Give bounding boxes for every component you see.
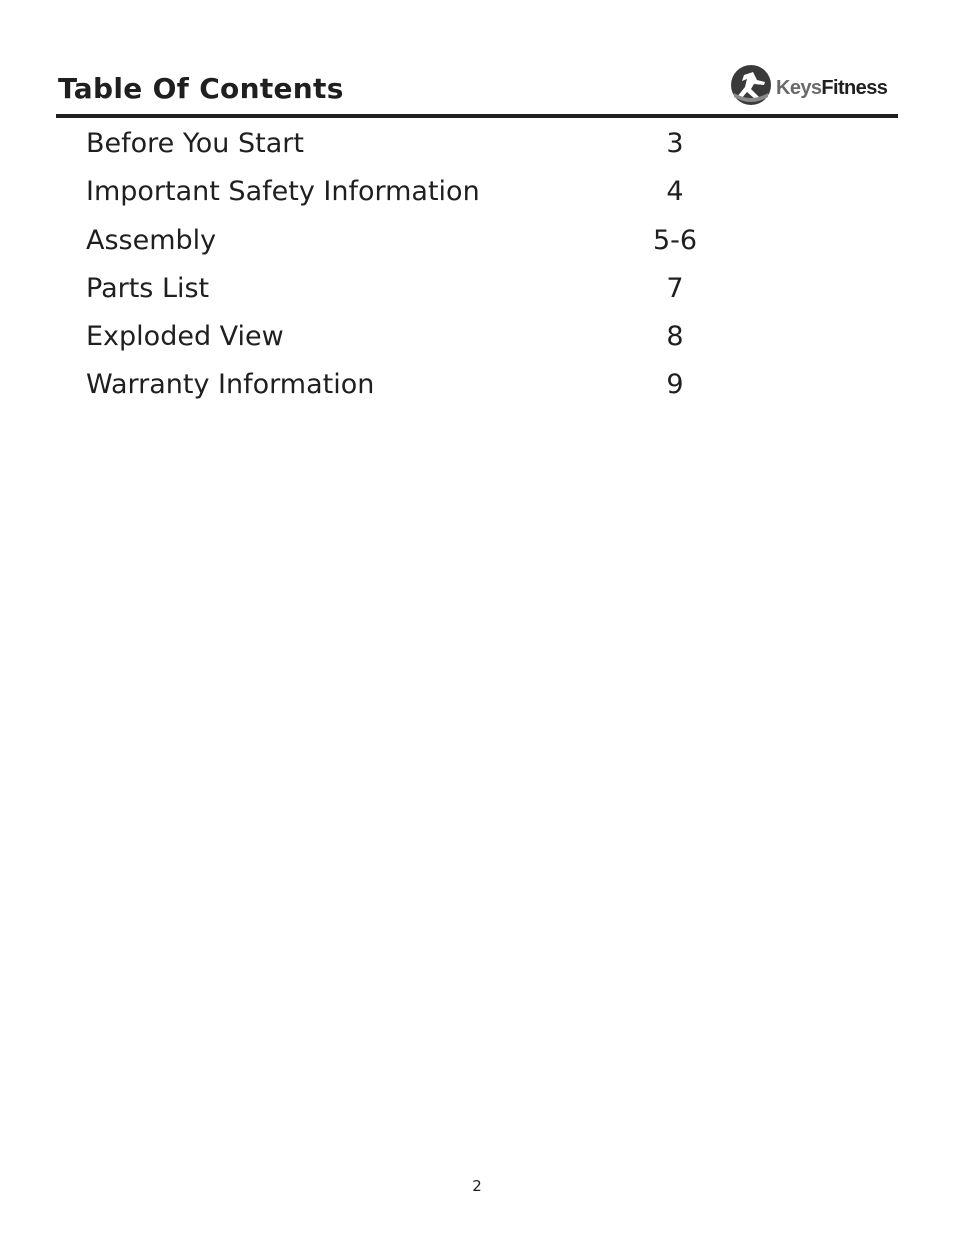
toc-entry-label: Assembly bbox=[86, 224, 217, 256]
keys-fitness-logo bbox=[730, 63, 900, 107]
toc-entry bbox=[86, 367, 726, 415]
toc-entry-label: Warranty Information bbox=[86, 369, 375, 401]
table-of-contents-list bbox=[86, 126, 726, 416]
header-divider bbox=[56, 114, 898, 118]
toc-entry bbox=[86, 174, 726, 222]
toc-entry-page: 5-6 bbox=[652, 224, 698, 256]
toc-entry-label: Exploded View bbox=[86, 321, 284, 353]
toc-entry bbox=[86, 319, 726, 367]
toc-entry-page: 7 bbox=[666, 272, 684, 304]
toc-entry-label: Parts List bbox=[86, 272, 210, 304]
toc-entry-page: 8 bbox=[666, 321, 684, 353]
page-number: 2 bbox=[472, 1177, 482, 1195]
logo-wordmark bbox=[776, 76, 887, 100]
toc-entry bbox=[86, 126, 726, 174]
toc-entry-page: 9 bbox=[666, 369, 684, 401]
toc-entry-label: Important Safety Information bbox=[86, 176, 480, 208]
runner-logo-icon bbox=[730, 63, 772, 107]
toc-entry-page: 4 bbox=[666, 176, 684, 208]
logo-text-keys: Keys bbox=[776, 77, 822, 99]
page-title: Table Of Contents bbox=[58, 72, 344, 105]
toc-entry bbox=[86, 271, 726, 319]
logo-text-fitness: Fitness bbox=[821, 77, 888, 99]
toc-entry-label: Before You Start bbox=[86, 128, 304, 159]
toc-entry-page: 3 bbox=[666, 128, 684, 159]
toc-entry bbox=[86, 223, 726, 271]
